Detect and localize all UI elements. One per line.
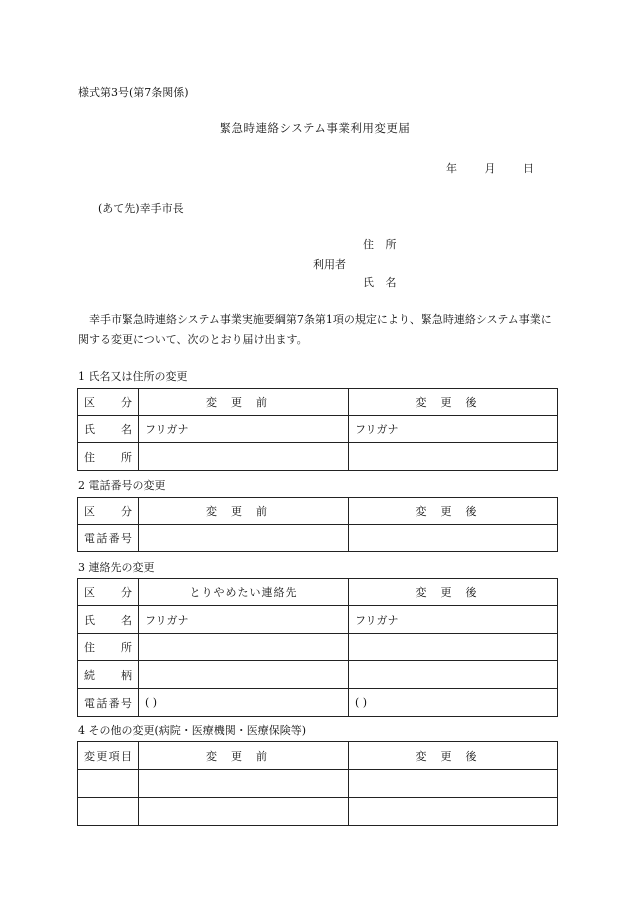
header-cell: 区分	[78, 579, 139, 606]
after-cell[interactable]	[349, 661, 558, 689]
after-cell[interactable]	[349, 443, 558, 471]
header-cell: 区分	[78, 389, 139, 416]
applicant-name-label: 氏 名	[363, 276, 401, 289]
section3-title: 3 連絡先の変更	[78, 561, 155, 574]
before-cell[interactable]: フリガナ	[139, 416, 349, 443]
before-cell[interactable]	[139, 798, 349, 826]
applicant-label: 利用者	[313, 258, 346, 271]
row-label: 電話番号	[78, 689, 139, 717]
after-cell[interactable]: フリガナ	[349, 416, 558, 443]
header-cell: 変更後	[349, 389, 558, 416]
table-row	[78, 770, 558, 798]
before-cell[interactable]	[139, 525, 349, 552]
body-text: 幸手市緊急時連絡システム事業実施要綱第7条第1項の規定により、緊急時連絡システム事業に関する変更について、次のとおり届け出ます。	[78, 313, 552, 346]
row-label: 電話番号	[78, 525, 139, 552]
row-label: 氏名	[78, 606, 139, 634]
before-cell[interactable]	[139, 661, 349, 689]
after-cell[interactable]	[349, 525, 558, 552]
table-row	[78, 689, 558, 717]
section1-title: 1 氏名又は住所の変更	[78, 370, 188, 383]
header-cell: とりやめたい連絡先	[139, 579, 349, 606]
item-cell[interactable]	[78, 770, 139, 798]
after-cell[interactable]	[349, 634, 558, 661]
before-cell[interactable]: フリガナ	[139, 606, 349, 634]
section1-table	[77, 388, 558, 471]
row-label: 住所	[78, 443, 139, 471]
header-cell: 変更前	[139, 742, 349, 770]
section3-table	[77, 578, 558, 717]
before-cell[interactable]: ( )	[139, 689, 349, 717]
applicant-address-label: 住 所	[363, 238, 401, 251]
table-header-row	[78, 389, 558, 416]
header-cell: 変更後	[349, 498, 558, 525]
section2-table	[77, 497, 558, 552]
row-label: 住所	[78, 634, 139, 661]
before-cell[interactable]	[139, 770, 349, 798]
header-cell: 変更前	[139, 498, 349, 525]
table-row	[78, 525, 558, 552]
table-row	[78, 798, 558, 826]
after-cell[interactable]: フリガナ	[349, 606, 558, 634]
table-row	[78, 661, 558, 689]
section4-table	[77, 741, 558, 826]
before-cell[interactable]	[139, 443, 349, 471]
table-header-row	[78, 579, 558, 606]
date-line: 年 月 日	[446, 162, 534, 175]
section2-title: 2 電話番号の変更	[78, 479, 166, 492]
item-cell[interactable]	[78, 798, 139, 826]
header-cell: 変更前	[139, 389, 349, 416]
header-cell: 変更後	[349, 579, 558, 606]
after-cell[interactable]	[349, 798, 558, 826]
header-cell: 区分	[78, 498, 139, 525]
header-cell: 変更項目	[78, 742, 139, 770]
form-number: 様式第3号(第7条関係)	[78, 86, 189, 99]
table-header-row	[78, 498, 558, 525]
after-cell[interactable]	[349, 770, 558, 798]
before-cell[interactable]	[139, 634, 349, 661]
document-title: 緊急時連絡システム事業利用変更届	[219, 121, 411, 135]
table-header-row	[78, 742, 558, 770]
row-label: 続柄	[78, 661, 139, 689]
table-row	[78, 416, 558, 443]
addressee: (あて先)幸手市長	[98, 202, 184, 215]
table-row	[78, 606, 558, 634]
row-label: 氏名	[78, 416, 139, 443]
after-cell[interactable]: ( )	[349, 689, 558, 717]
header-cell: 変更後	[349, 742, 558, 770]
section4-title: 4 その他の変更(病院・医療機関・医療保険等)	[78, 724, 307, 737]
table-row	[78, 443, 558, 471]
table-row	[78, 634, 558, 661]
